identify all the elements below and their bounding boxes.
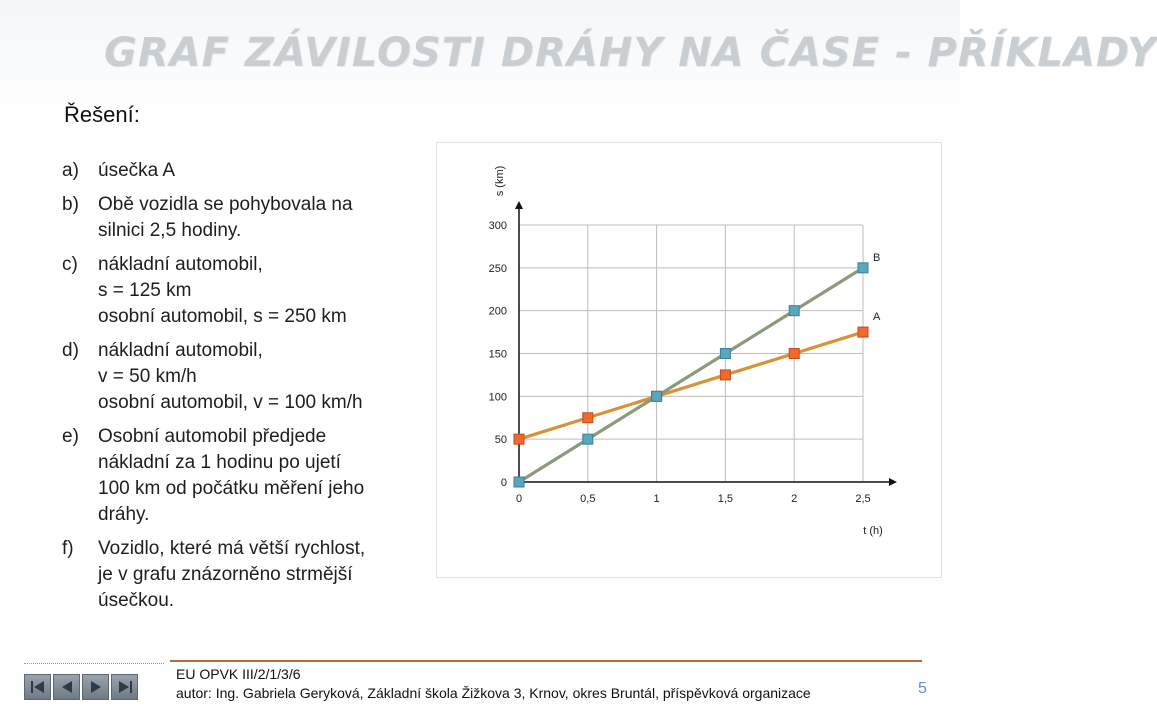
footer-author: autor: Ing. Gabriela Geryková, Základní škola Žižkova 3, Krnov, okres Bruntál, příspěvková organizace	[176, 685, 811, 701]
solution-text	[98, 252, 347, 330]
y-tick-label: 200	[488, 305, 507, 318]
solution-line: silnici 2,5 hodiny.	[98, 220, 242, 241]
slide-navigation	[24, 674, 142, 700]
slide-title: GRAF ZÁVILOSTI DRÁHY NA ČASE - PŘÍKLADY	[104, 30, 1157, 76]
data-point-B	[652, 391, 662, 401]
y-tick-label: 0	[500, 477, 507, 489]
distance-time-chart	[437, 143, 941, 577]
solution-line: Osobní automobil předjede	[98, 426, 327, 447]
solution-text	[98, 424, 364, 528]
y-tick-label: 250	[488, 262, 507, 275]
solution-item	[62, 252, 442, 330]
solution-line: s = 125 km	[98, 280, 192, 301]
footer-divider	[170, 660, 922, 662]
solution-text	[98, 536, 365, 614]
solution-label: f)	[62, 538, 74, 559]
solution-label: d)	[62, 340, 79, 361]
solution-line: nákladní za 1 hodinu po ujetí	[98, 452, 341, 473]
solution-item	[62, 536, 442, 614]
solution-line: je v grafu znázorněno strmější	[98, 564, 353, 585]
x-tick-label: 1,5	[717, 493, 734, 505]
solution-item	[62, 338, 442, 416]
solution-line: úsečka A	[98, 160, 176, 181]
series-line-A	[519, 332, 863, 439]
next-icon	[86, 678, 106, 696]
data-point-B	[720, 349, 730, 359]
x-tick-label: 0	[515, 493, 523, 505]
solution-line: osobní automobil, v = 100 km/h	[98, 392, 363, 413]
solution-text	[98, 158, 175, 184]
solution-line: Vozidlo, které má větší rychlost,	[98, 538, 366, 559]
y-tick-label: 150	[488, 348, 507, 361]
data-point-A	[514, 434, 524, 444]
solution-label: a)	[62, 160, 79, 181]
y-tick-label: 100	[488, 391, 507, 404]
solution-label: b)	[62, 194, 79, 215]
prev-icon	[57, 678, 77, 696]
footer-dotted-divider	[24, 663, 164, 665]
solution-text	[98, 338, 363, 416]
solution-label: c)	[62, 254, 78, 275]
data-point-A	[789, 349, 799, 359]
solution-line: nákladní automobil,	[98, 340, 263, 361]
x-tick-label: 2,5	[855, 493, 871, 505]
prev-slide-button[interactable]	[53, 674, 80, 700]
solution-line: osobní automobil, s = 250 km	[98, 306, 347, 327]
first-icon	[28, 678, 48, 696]
first-slide-button[interactable]	[24, 674, 51, 700]
data-point-B	[858, 263, 868, 273]
y-tick-label: 50	[494, 434, 507, 447]
solution-label: e)	[62, 426, 79, 447]
series-label-A: A	[873, 311, 881, 324]
data-point-B	[583, 434, 593, 444]
data-point-A	[720, 370, 730, 380]
solution-item	[62, 158, 442, 184]
x-tick-label: 0,5	[580, 493, 596, 505]
solutions-list	[62, 158, 442, 622]
data-point-B	[789, 306, 799, 316]
solution-item	[62, 424, 442, 528]
data-point-A	[858, 327, 868, 337]
y-tick-label: 300	[488, 220, 507, 232]
x-axis-label: t (h)	[863, 525, 883, 537]
x-tick-label: 1	[653, 493, 660, 505]
solution-line: dráhy.	[98, 504, 150, 525]
next-slide-button[interactable]	[82, 674, 109, 700]
last-icon	[115, 678, 135, 696]
y-axis-label: s (km)	[494, 165, 506, 197]
solution-line: Obě vozidla se pohybovala na	[98, 194, 353, 215]
series-label-B: B	[873, 251, 881, 264]
data-point-A	[583, 413, 593, 423]
chart-panel	[436, 142, 942, 578]
solution-line: v = 50 km/h	[98, 366, 197, 387]
y-axis-arrow	[515, 201, 523, 209]
page-number: 5	[918, 680, 927, 697]
solution-line: úsečkou.	[98, 590, 175, 611]
data-point-B	[514, 477, 524, 487]
footer-project-code: EU OPVK III/2/1/3/6	[176, 666, 301, 682]
solution-line: 100 km od počátku měření jeho	[98, 478, 365, 499]
solution-text	[98, 192, 353, 244]
series-line-B	[519, 268, 863, 482]
solution-line: nákladní automobil,	[98, 254, 263, 275]
x-axis-arrow	[889, 478, 897, 486]
x-tick-label: 2	[791, 493, 798, 505]
last-slide-button[interactable]	[111, 674, 138, 700]
solution-item	[62, 192, 442, 244]
subtitle: Řešení:	[64, 102, 140, 127]
